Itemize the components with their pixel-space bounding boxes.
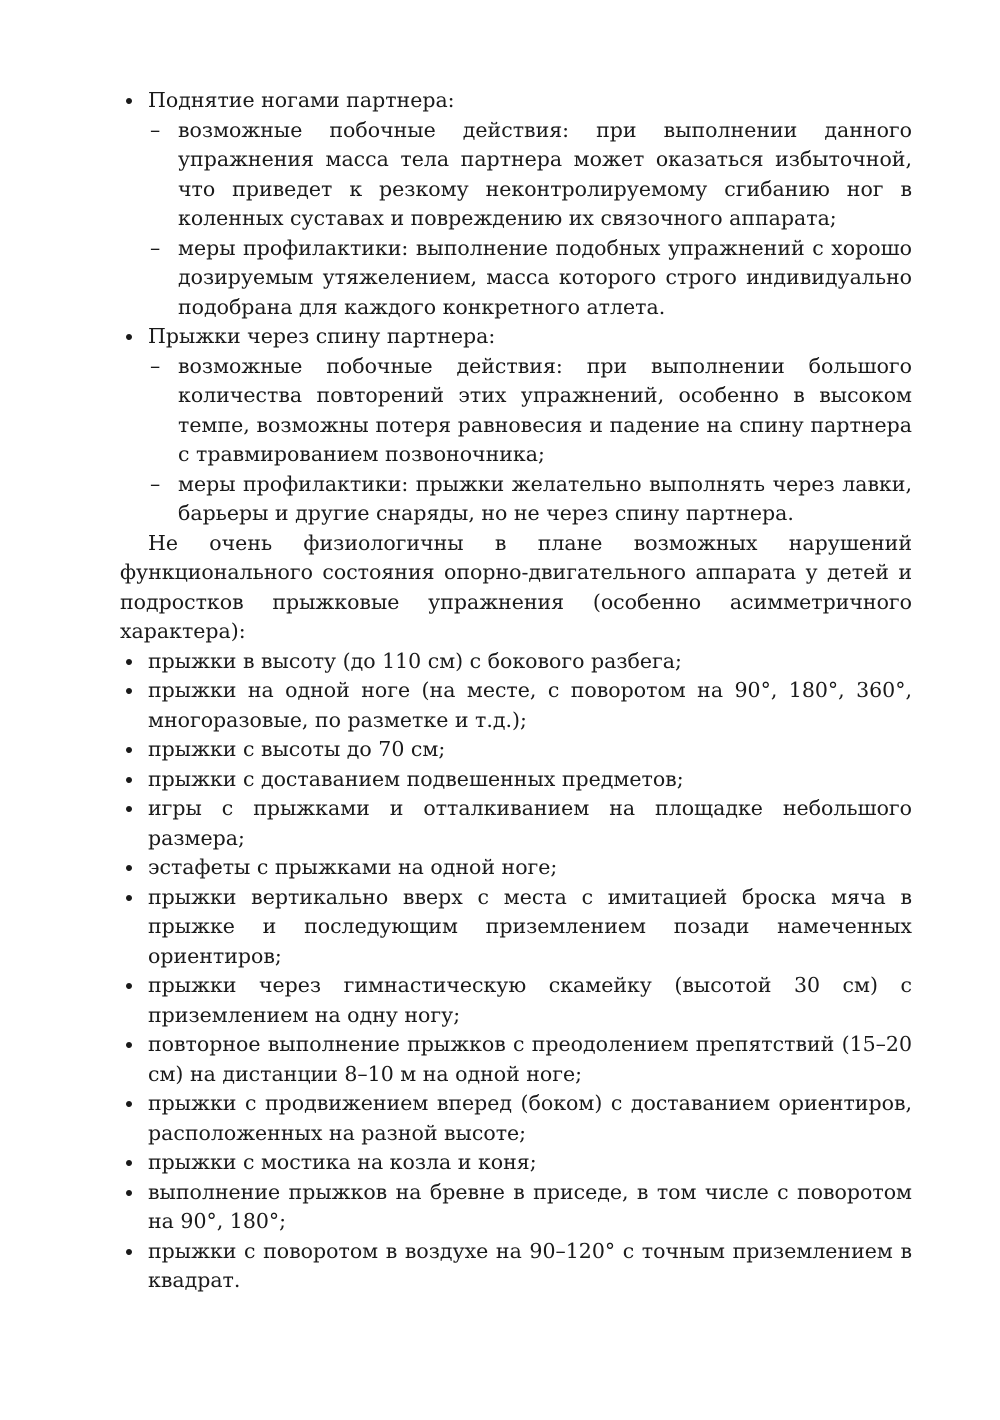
side-effects-item: – возможные побочные действия: при выполнении большого количества повторений этих упражнений, особенно в высоком темпе, возможны потеря равновесия и падение на спину партнера с травмированием позвоночника; (148, 352, 912, 470)
body-paragraph: Не очень физиологичны в плане возможных нарушений функционального состояния опорно-двигательного аппарата у детей и подростков прыжковые упражнения (особенно асимметричного характера): (120, 530, 912, 643)
list-item: прыжки вертикально вверх с места с имитацией броска мяча в прыжке и последующим приземлением позади намеченных ориентиров; (120, 883, 912, 972)
list-item (120, 322, 912, 529)
item-title: Прыжки через спину партнера: (148, 324, 496, 348)
list-item: выполнение прыжков на бревне в приседе, в том числе с поворотом на 90°, 180°; (120, 1178, 912, 1237)
list-item: прыжки с продвижением вперед (боком) с доставанием ориентиров, расположенных на разной высоте; (120, 1089, 912, 1148)
list-item: прыжки на одной ноге (на месте, с поворотом на 90°, 180°, 360°, многоразовые, по разметке и т.д.); (120, 676, 912, 735)
list-item: прыжки с доставанием подвешенных предметов; (120, 765, 912, 795)
list-item: прыжки в высоту (до 110 см) с бокового разбега; (120, 647, 912, 677)
prevention-item: – меры профилактики: выполнение подобных упражнений с хорошо дозируемым утяжелением, масса которого строго индивидуально подобрана для каждого конкретного атлета. (148, 234, 912, 323)
list-item: прыжки с высоты до 70 см; (120, 735, 912, 765)
list-item: игры с прыжками и отталкиванием на площадке небольшого размера; (120, 794, 912, 853)
item-title: Поднятие ногами партнера: (148, 88, 455, 112)
list-item (120, 86, 912, 322)
side-effects-item: – возможные побочные действия: при выполнении данного упражнения масса тела партнера может оказаться избыточной, что приведет к резкому неконтролируемому сгибанию ног в коленных суставах и повреждению их связочного аппарата; (148, 116, 912, 234)
exercise-risk-list (120, 86, 912, 529)
list-item: прыжки с мостика на козла и коня; (120, 1148, 912, 1178)
list-item: эстафеты с прыжками на одной ноге; (120, 853, 912, 883)
list-item: прыжки с поворотом в воздухе на 90–120° с точным приземлением в квадрат. (120, 1237, 912, 1296)
prevention-item: – меры профилактики: прыжки желательно выполнять через лавки, барьеры и другие снаряды, но не через спину партнера. (148, 470, 912, 529)
jump-exercises-list (120, 647, 912, 1296)
list-item: прыжки через гимнастическую скамейку (высотой 30 см) с приземлением на одну ногу; (120, 971, 912, 1030)
sub-list (148, 116, 912, 323)
page-content (120, 86, 912, 1296)
list-item: повторное выполнение прыжков с преодолением препятствий (15–20 см) на дистанции 8–10 м на одной ноге; (120, 1030, 912, 1089)
sub-list (148, 352, 912, 529)
